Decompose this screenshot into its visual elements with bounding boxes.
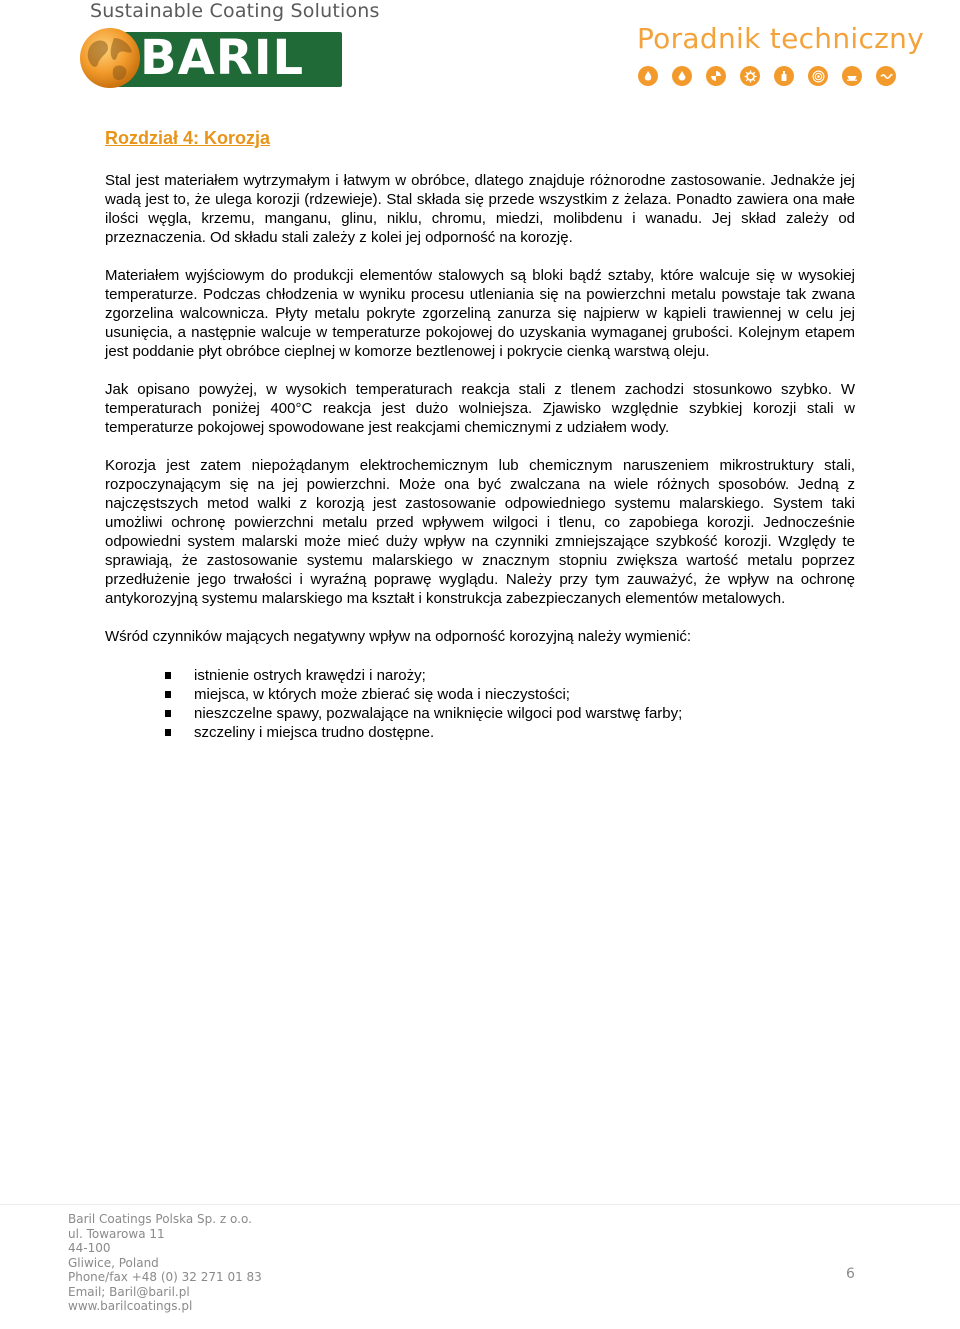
- list-item-text: istnienie ostrych krawędzi i naroży;: [194, 667, 426, 684]
- bullet-icon: [165, 729, 171, 736]
- phone: Phone/fax +48 (0) 32 271 01 83: [68, 1270, 262, 1284]
- list-item: [105, 723, 855, 742]
- bowl-icon: [842, 66, 862, 86]
- logo-text: BARIL: [140, 30, 305, 86]
- paragraph: Korozja jest zatem niepożądanym elektrochemicznym lub chemicznym naruszeniem mikrostruktury stali, rozpoczynającym się na jej powierzchni. Może ona być zwalczana na wiele różnych sposobów. Jedną z najczęstszych metod walki z korozją jest zastosowanie odpowiedniego systemu malarskiego. System taki umożliwi ochronę powierzchni metalu przed wpływem wilgoci i tlenu, co zapobiega korozji. Jednocześnie odpowiedni system malarski może mieć duży wpływ na czynniki zmniejszające szybkość korozji. Względy te sprawiają, że zastosowanie systemu malarskiego w znacznym stopniu zwiększa wartość metalu poprzez przedłużenie jego trwałości i wyraźną poprawę wyglądu. Należy przy tym zauważyć, że wpływ na ochronę antykorozyjną systemu malarskiego ma kształt i konstrukcja zabezpieczanych elementów metalowych.: [105, 457, 855, 607]
- paragraph: Materiałem wyjściowym do produkcji elementów stalowych są bloki bądź sztaby, które walcuje się w wysokiej temperaturze. Podczas chłodzenia w wyniku procesu utleniania się na powierzchni metalu powstaje tak zwana zgorzelina walcownicza. Płyty metalu pokryte zgorzeliną zanurza się najpierw w kąpieli trawiennej w celu jej usunięcia, a następnie walcuje w temperaturze pokojowej do uzyskania wymaganej grubości. Kolejnym etapem jest poddanie płyt obróbce cieplnej w komorze beztlenowej i pokrycie cienką warstwą oleju.: [105, 267, 855, 360]
- bullet-icon: [165, 710, 171, 717]
- list-item: [105, 704, 855, 723]
- target-icon: [808, 66, 828, 86]
- company-name: Baril Coatings Polska Sp. z o.o.: [68, 1212, 252, 1226]
- wave-icon: [876, 66, 896, 86]
- header-title: Poradnik techniczny: [637, 22, 925, 55]
- factor-list: [105, 666, 855, 742]
- footer-address: [68, 1212, 262, 1314]
- chapter-title: Rozdział 4: Korozja: [105, 128, 271, 148]
- list-item-text: nieszczelne spawy, pozwalające na wniknięcie wilgoci pod warstwę farby;: [194, 705, 683, 722]
- paragraph: Stal jest materiałem wytrzymałym i łatwym w obróbce, dlatego znajduje różnorodne zastosowanie. Jednakże jej wadą jest to, że ulega korozji (rdzewieje). Stal składa się przede wszystkim z żelaza. Ponadto zawiera ona małe ilości węgla, krzemu, manganu, glinu, niklu, chromu, miedzi, molibdenu i wanadu. Jej skład zależy od przeznaczenia. Od składu stali zależy z kolei jej odporność na korozję.: [105, 172, 855, 246]
- website-link[interactable]: www.barilcoatings.pl: [68, 1299, 193, 1313]
- flame-icon: [638, 66, 658, 86]
- drop-icon: [672, 66, 692, 86]
- list-item: [105, 685, 855, 704]
- city: Gliwice, Poland: [68, 1255, 159, 1270]
- postal-code: 44-100: [68, 1241, 111, 1255]
- baril-logo: [78, 26, 344, 90]
- bullet-icon: [165, 672, 171, 679]
- footer-divider: [0, 1204, 960, 1205]
- quadrant-icon: [706, 66, 726, 86]
- email: Email; Baril@baril.pl: [68, 1284, 190, 1299]
- gear-icon: [740, 66, 760, 86]
- street-address: ul. Towarowa 11: [68, 1226, 165, 1241]
- list-item-text: szczeliny i miejsca trudno dostępne.: [194, 724, 435, 741]
- bullet-icon: [165, 691, 171, 698]
- bottle-icon: [774, 66, 794, 86]
- main-content: [105, 128, 855, 742]
- list-item: [105, 666, 855, 685]
- page-number: 6: [846, 1266, 855, 1282]
- paragraph: Jak opisano powyżej, w wysokich temperaturach reakcja stali z tlenem zachodzi stosunkowo szybko. W temperaturach poniżej 400°C reakcja jest dużo wolniejsza. Zjawisko względnie szybkiej korozji stali w temperaturze pokojowej spowodowane jest reakcjami chemicznymi z udziałem wody.: [105, 381, 855, 436]
- tagline: Sustainable Coating Solutions: [90, 0, 380, 22]
- category-icons: [638, 66, 896, 86]
- globe-icon: [78, 26, 142, 90]
- list-item-text: miejsca, w których może zbierać się woda i nieczystości;: [194, 686, 570, 703]
- paragraph: Wśród czynników mających negatywny wpływ na odporność korozyjną należy wymienić:: [105, 628, 692, 645]
